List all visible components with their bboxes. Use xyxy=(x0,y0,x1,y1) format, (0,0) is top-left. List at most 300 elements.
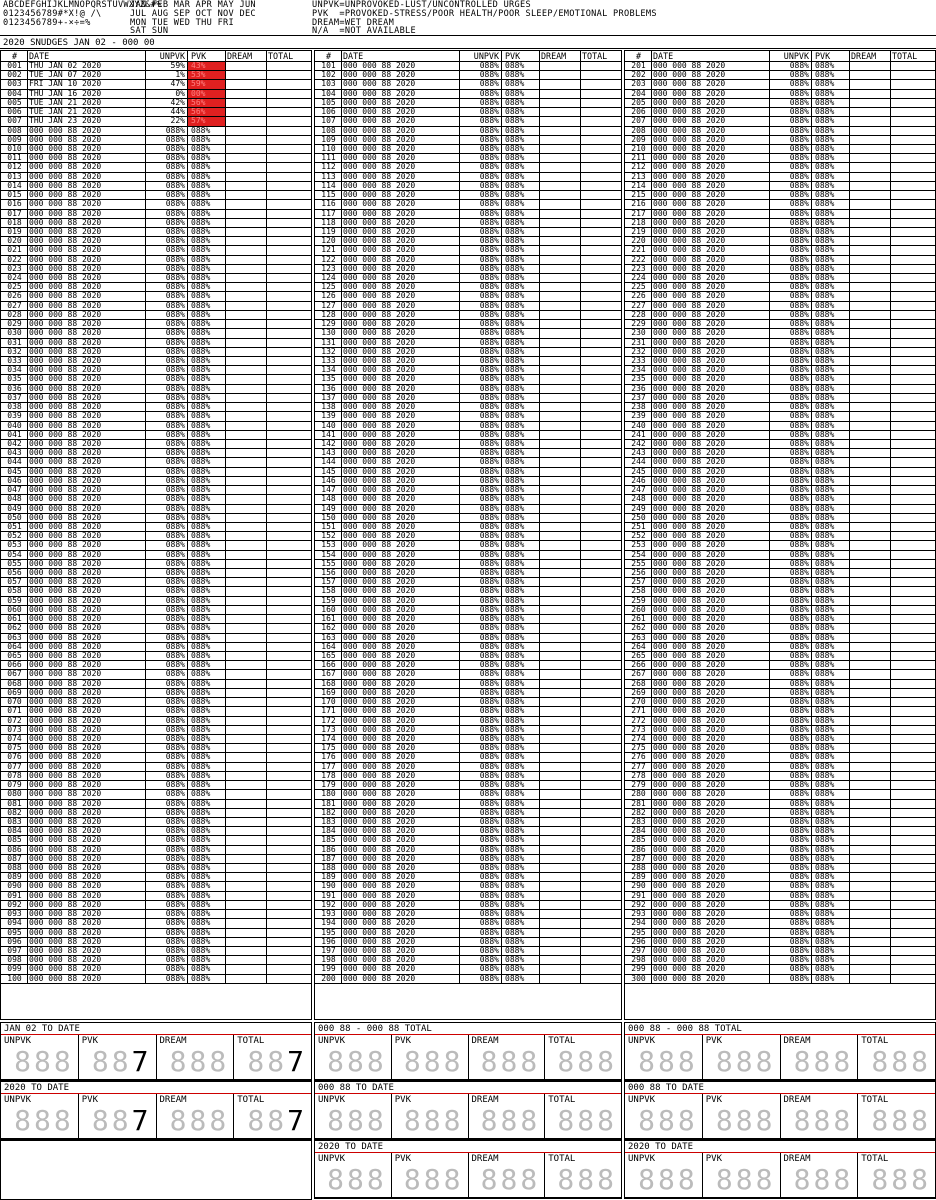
row-date: 000 000 88 2020 xyxy=(342,514,460,522)
row-date: 000 000 88 2020 xyxy=(652,468,770,476)
row-total xyxy=(267,154,311,162)
table-row xyxy=(315,910,621,919)
row-unpvk: 088% xyxy=(460,90,502,98)
row-dream xyxy=(226,339,267,347)
row-date: 000 000 88 2020 xyxy=(652,790,770,798)
table-row xyxy=(315,643,621,652)
row-unpvk: 59% xyxy=(146,62,188,70)
row-unpvk: 088% xyxy=(460,505,502,513)
row-number: 213 xyxy=(625,173,652,181)
row-date: 000 000 88 2020 xyxy=(652,486,770,494)
row-number: 124 xyxy=(315,274,342,282)
row-pvk: 088% xyxy=(502,385,540,393)
row-unpvk: 088% xyxy=(146,375,188,383)
row-number: 267 xyxy=(625,670,652,678)
table-row xyxy=(1,302,311,311)
row-dream xyxy=(226,597,267,605)
table-row xyxy=(315,339,621,348)
row-pvk: 088% xyxy=(188,302,226,310)
row-total xyxy=(891,965,935,973)
table-row xyxy=(625,154,935,163)
table-row xyxy=(1,99,311,108)
row-date: 000 000 88 2020 xyxy=(342,873,460,881)
table-row xyxy=(1,578,311,587)
row-total xyxy=(581,938,621,946)
table-row xyxy=(315,431,621,440)
row-dream xyxy=(540,256,581,264)
table-row xyxy=(315,726,621,735)
row-unpvk: 088% xyxy=(770,210,812,218)
row-date: 000 000 88 2020 xyxy=(28,145,146,153)
row-pvk: 088% xyxy=(812,256,850,264)
row-pvk: 088% xyxy=(502,514,540,522)
table-row xyxy=(625,403,935,412)
row-total xyxy=(581,551,621,559)
row-total xyxy=(267,182,311,190)
row-pvk: 088% xyxy=(812,274,850,282)
row-unpvk: 088% xyxy=(460,864,502,872)
row-pvk: 088% xyxy=(188,615,226,623)
row-unpvk: 088% xyxy=(146,532,188,540)
row-date: 000 000 88 2020 xyxy=(342,790,460,798)
row-total xyxy=(891,790,935,798)
row-date: 000 000 88 2020 xyxy=(342,80,460,88)
row-pvk: 088% xyxy=(812,385,850,393)
row-total xyxy=(267,624,311,632)
row-total xyxy=(891,237,935,245)
days-line-1: MON TUE WED THU FRI xyxy=(130,17,235,28)
row-date: 000 000 88 2020 xyxy=(28,486,146,494)
table-row xyxy=(625,514,935,523)
row-number: 191 xyxy=(315,892,342,900)
table-row xyxy=(315,311,621,320)
row-unpvk: 088% xyxy=(460,855,502,863)
row-number: 220 xyxy=(625,237,652,245)
row-date: 000 000 88 2020 xyxy=(342,634,460,642)
row-date: 000 000 88 2020 xyxy=(342,357,460,365)
row-total xyxy=(891,163,935,171)
row-date: 000 000 88 2020 xyxy=(342,717,460,725)
row-dream xyxy=(850,680,891,688)
row-date: 000 000 88 2020 xyxy=(342,182,460,190)
row-total xyxy=(891,357,935,365)
row-number: 018 xyxy=(1,219,28,227)
row-pvk: 088% xyxy=(502,219,540,227)
row-number: 030 xyxy=(1,329,28,337)
row-date: 000 000 88 2020 xyxy=(28,643,146,651)
table-row xyxy=(625,228,935,237)
table-row xyxy=(1,412,311,421)
row-date: 000 000 88 2020 xyxy=(342,578,460,586)
row-pvk: 088% xyxy=(188,652,226,660)
row-number: 239 xyxy=(625,412,652,420)
table-row xyxy=(625,947,935,956)
row-dream xyxy=(540,910,581,918)
table-row xyxy=(1,329,311,338)
row-total xyxy=(267,947,311,955)
counter-label: UNPVK xyxy=(628,1036,656,1046)
row-number: 114 xyxy=(315,182,342,190)
row-date: 000 000 88 2020 xyxy=(28,292,146,300)
row-pvk: 088% xyxy=(502,302,540,310)
row-date: 000 000 88 2020 xyxy=(342,661,460,669)
row-date: 000 000 88 2020 xyxy=(652,689,770,697)
row-unpvk: 088% xyxy=(146,652,188,660)
row-number: 089 xyxy=(1,873,28,881)
row-pvk: 088% xyxy=(812,62,850,70)
table-row xyxy=(1,191,311,200)
row-date: 000 000 88 2020 xyxy=(652,956,770,964)
row-pvk: 088% xyxy=(502,827,540,835)
row-dream xyxy=(226,449,267,457)
row-unpvk: 088% xyxy=(770,145,812,153)
row-unpvk: 088% xyxy=(146,698,188,706)
row-dream xyxy=(226,320,267,328)
row-dream xyxy=(226,578,267,586)
row-number: 161 xyxy=(315,615,342,623)
row-number: 073 xyxy=(1,726,28,734)
row-number: 269 xyxy=(625,689,652,697)
row-date: 000 000 88 2020 xyxy=(28,827,146,835)
row-dream xyxy=(226,707,267,715)
counter-value: 888 xyxy=(871,1104,931,1137)
row-pvk: 088% xyxy=(812,910,850,918)
row-unpvk: 088% xyxy=(770,468,812,476)
counter-label: TOTAL xyxy=(237,1095,265,1105)
row-number: 056 xyxy=(1,569,28,577)
table-row xyxy=(315,468,621,477)
row-date: 000 000 88 2020 xyxy=(28,864,146,872)
row-pvk: 088% xyxy=(812,191,850,199)
row-dream xyxy=(540,846,581,854)
row-number: 055 xyxy=(1,560,28,568)
row-date: 000 000 88 2020 xyxy=(342,117,460,125)
row-unpvk: 088% xyxy=(460,191,502,199)
row-dream xyxy=(226,560,267,568)
pvk-counter xyxy=(703,1153,781,1197)
row-dream xyxy=(540,71,581,79)
summary-title: 2020 TO DATE xyxy=(315,1141,621,1153)
row-unpvk: 088% xyxy=(460,412,502,420)
table-row xyxy=(315,292,621,301)
table-row xyxy=(625,117,935,126)
table-row xyxy=(315,956,621,965)
row-date: 000 000 88 2020 xyxy=(342,173,460,181)
row-number: 237 xyxy=(625,394,652,402)
counter-label: PVK xyxy=(394,1154,412,1164)
row-number: 117 xyxy=(315,210,342,218)
legend-block xyxy=(312,1,657,36)
row-number: 224 xyxy=(625,274,652,282)
row-total xyxy=(891,569,935,577)
row-unpvk: 088% xyxy=(146,919,188,927)
row-total xyxy=(891,744,935,752)
table-row xyxy=(315,790,621,799)
row-total xyxy=(581,357,621,365)
counter-label: TOTAL xyxy=(548,1036,576,1046)
page-title xyxy=(0,37,936,49)
row-number: 009 xyxy=(1,136,28,144)
col-date-header: DATE xyxy=(28,51,146,61)
row-number: 138 xyxy=(315,403,342,411)
row-number: 263 xyxy=(625,634,652,642)
row-total xyxy=(267,412,311,420)
row-pvk: 088% xyxy=(188,145,226,153)
row-date: 000 000 88 2020 xyxy=(342,256,460,264)
row-dream xyxy=(226,486,267,494)
row-total xyxy=(581,477,621,485)
row-pvk: 088% xyxy=(502,320,540,328)
row-unpvk: 44% xyxy=(146,108,188,116)
row-dream xyxy=(850,514,891,522)
row-total xyxy=(581,256,621,264)
row-total xyxy=(581,375,621,383)
row-total xyxy=(267,366,311,374)
row-total xyxy=(267,339,311,347)
row-unpvk: 088% xyxy=(770,606,812,614)
row-number: 075 xyxy=(1,744,28,752)
row-number: 187 xyxy=(315,855,342,863)
row-number: 103 xyxy=(315,80,342,88)
table-row xyxy=(315,200,621,209)
row-number: 205 xyxy=(625,99,652,107)
row-dream xyxy=(540,154,581,162)
row-number: 288 xyxy=(625,864,652,872)
row-dream xyxy=(226,781,267,789)
row-total xyxy=(267,200,311,208)
row-date: 000 000 88 2020 xyxy=(342,855,460,863)
row-pvk: 088% xyxy=(812,468,850,476)
row-dream xyxy=(226,975,267,983)
row-dream xyxy=(850,551,891,559)
row-number: 011 xyxy=(1,154,28,162)
row-unpvk: 088% xyxy=(146,892,188,900)
table-row xyxy=(1,929,311,938)
row-total xyxy=(581,744,621,752)
row-pvk: 088% xyxy=(188,882,226,890)
row-total xyxy=(267,901,311,909)
row-dream xyxy=(540,864,581,872)
row-date: 000 000 88 2020 xyxy=(342,62,460,70)
row-number: 281 xyxy=(625,800,652,808)
row-pvk: 088% xyxy=(502,818,540,826)
row-total xyxy=(891,145,935,153)
row-unpvk: 088% xyxy=(770,246,812,254)
row-date: 000 000 88 2020 xyxy=(342,163,460,171)
row-dream xyxy=(540,412,581,420)
row-dream xyxy=(850,163,891,171)
row-date: 000 000 88 2020 xyxy=(28,219,146,227)
row-number: 283 xyxy=(625,818,652,826)
row-total xyxy=(267,458,311,466)
row-number: 216 xyxy=(625,200,652,208)
row-number: 258 xyxy=(625,587,652,595)
row-date: 000 000 88 2020 xyxy=(28,670,146,678)
table-panel-2 xyxy=(314,50,622,1020)
row-pvk: 088% xyxy=(812,975,850,983)
row-dream xyxy=(850,311,891,319)
row-unpvk: 088% xyxy=(770,541,812,549)
row-dream xyxy=(850,449,891,457)
row-number: 068 xyxy=(1,680,28,688)
row-date: 000 000 88 2020 xyxy=(28,717,146,725)
row-number: 251 xyxy=(625,523,652,531)
row-dream xyxy=(850,302,891,310)
row-number: 109 xyxy=(315,136,342,144)
row-date: 000 000 88 2020 xyxy=(342,477,460,485)
row-total xyxy=(581,717,621,725)
row-total xyxy=(891,154,935,162)
row-total xyxy=(891,246,935,254)
row-dream xyxy=(540,587,581,595)
row-number: 012 xyxy=(1,163,28,171)
row-unpvk: 088% xyxy=(146,661,188,669)
row-number: 255 xyxy=(625,560,652,568)
row-number: 062 xyxy=(1,624,28,632)
row-dream xyxy=(850,892,891,900)
row-date: 000 000 88 2020 xyxy=(342,781,460,789)
row-dream xyxy=(850,348,891,356)
row-unpvk: 088% xyxy=(770,412,812,420)
table-row xyxy=(625,495,935,504)
table-row xyxy=(1,670,311,679)
table-row xyxy=(315,108,621,117)
row-date: 000 000 88 2020 xyxy=(28,882,146,890)
row-number: 048 xyxy=(1,495,28,503)
row-total xyxy=(581,449,621,457)
row-pvk: 088% xyxy=(812,892,850,900)
row-unpvk: 088% xyxy=(770,403,812,411)
row-date: 000 000 88 2020 xyxy=(652,634,770,642)
table-row xyxy=(625,717,935,726)
row-dream xyxy=(850,846,891,854)
table-row xyxy=(315,403,621,412)
row-unpvk: 088% xyxy=(146,163,188,171)
row-dream xyxy=(226,689,267,697)
row-date: 000 000 88 2020 xyxy=(28,569,146,577)
row-pvk: 088% xyxy=(812,956,850,964)
row-pvk: 088% xyxy=(812,597,850,605)
row-total xyxy=(891,256,935,264)
row-pvk: 088% xyxy=(812,772,850,780)
summary-body xyxy=(315,1035,621,1080)
row-number: 082 xyxy=(1,809,28,817)
row-number: 185 xyxy=(315,836,342,844)
row-number: 095 xyxy=(1,929,28,937)
row-dream xyxy=(540,643,581,651)
row-dream xyxy=(226,569,267,577)
table-row xyxy=(625,541,935,550)
row-unpvk: 088% xyxy=(460,873,502,881)
row-total xyxy=(891,864,935,872)
row-date: 000 000 88 2020 xyxy=(652,800,770,808)
row-pvk: 088% xyxy=(502,292,540,300)
row-unpvk: 088% xyxy=(146,882,188,890)
row-total xyxy=(891,919,935,927)
row-number: 294 xyxy=(625,919,652,927)
table-row xyxy=(1,818,311,827)
table-row xyxy=(315,578,621,587)
row-date: 000 000 88 2020 xyxy=(342,836,460,844)
row-total xyxy=(891,836,935,844)
row-date: 000 000 88 2020 xyxy=(652,477,770,485)
row-unpvk: 088% xyxy=(770,763,812,771)
row-pvk: 088% xyxy=(502,846,540,854)
row-pvk: 088% xyxy=(812,403,850,411)
row-dream xyxy=(226,735,267,743)
row-pvk: 088% xyxy=(188,670,226,678)
row-date: 000 000 88 2020 xyxy=(652,652,770,660)
row-number: 077 xyxy=(1,763,28,771)
row-date: 000 000 88 2020 xyxy=(28,975,146,983)
row-unpvk: 088% xyxy=(460,965,502,973)
row-pvk: 088% xyxy=(502,117,540,125)
row-pvk: 088% xyxy=(188,320,226,328)
unpvk-counter xyxy=(625,1153,703,1197)
row-pvk: 088% xyxy=(812,532,850,540)
table-row xyxy=(315,505,621,514)
row-date: 000 000 88 2020 xyxy=(28,348,146,356)
row-pvk: 088% xyxy=(502,90,540,98)
table-row xyxy=(315,947,621,956)
row-unpvk: 088% xyxy=(770,458,812,466)
counter-label: UNPVK xyxy=(628,1095,656,1105)
row-number: 256 xyxy=(625,569,652,577)
row-unpvk: 088% xyxy=(770,744,812,752)
row-total xyxy=(267,274,311,282)
row-number: 282 xyxy=(625,809,652,817)
row-total xyxy=(267,975,311,983)
col-number-header: # xyxy=(1,51,28,61)
page-title-text: 2020 SNUDGES JAN 02 - 000 00 xyxy=(3,38,155,48)
row-unpvk: 088% xyxy=(146,228,188,236)
row-pvk: 088% xyxy=(812,228,850,236)
table-row xyxy=(315,541,621,550)
row-pvk: 088% xyxy=(188,873,226,881)
col-pvk-header: PVK xyxy=(502,51,540,61)
row-total xyxy=(891,440,935,448)
row-number: 041 xyxy=(1,431,28,439)
row-date: 000 000 88 2020 xyxy=(28,375,146,383)
row-dream xyxy=(540,127,581,135)
table-row xyxy=(1,145,311,154)
counter-label: DREAM xyxy=(783,1036,811,1046)
row-number: 023 xyxy=(1,265,28,273)
table-row xyxy=(625,99,935,108)
row-number: 143 xyxy=(315,449,342,457)
row-total xyxy=(581,578,621,586)
counter-value: 888 xyxy=(793,1163,854,1196)
row-date: 000 000 88 2020 xyxy=(28,265,146,273)
row-date: 000 000 88 2020 xyxy=(342,680,460,688)
row-date: 000 000 88 2020 xyxy=(28,965,146,973)
table-row xyxy=(315,864,621,873)
row-dream xyxy=(226,846,267,854)
row-dream xyxy=(850,929,891,937)
row-unpvk: 088% xyxy=(460,929,502,937)
counter-value: 887 xyxy=(91,1045,152,1078)
row-date: 000 000 88 2020 xyxy=(28,873,146,881)
row-date: 000 000 88 2020 xyxy=(28,385,146,393)
summary-year-to-date xyxy=(0,1081,312,1140)
row-date: 000 000 88 2020 xyxy=(342,283,460,291)
row-number: 202 xyxy=(625,71,652,79)
row-number: 186 xyxy=(315,846,342,854)
row-number: 080 xyxy=(1,790,28,798)
table-row xyxy=(315,707,621,716)
row-pvk: 088% xyxy=(812,348,850,356)
row-total xyxy=(891,680,935,688)
